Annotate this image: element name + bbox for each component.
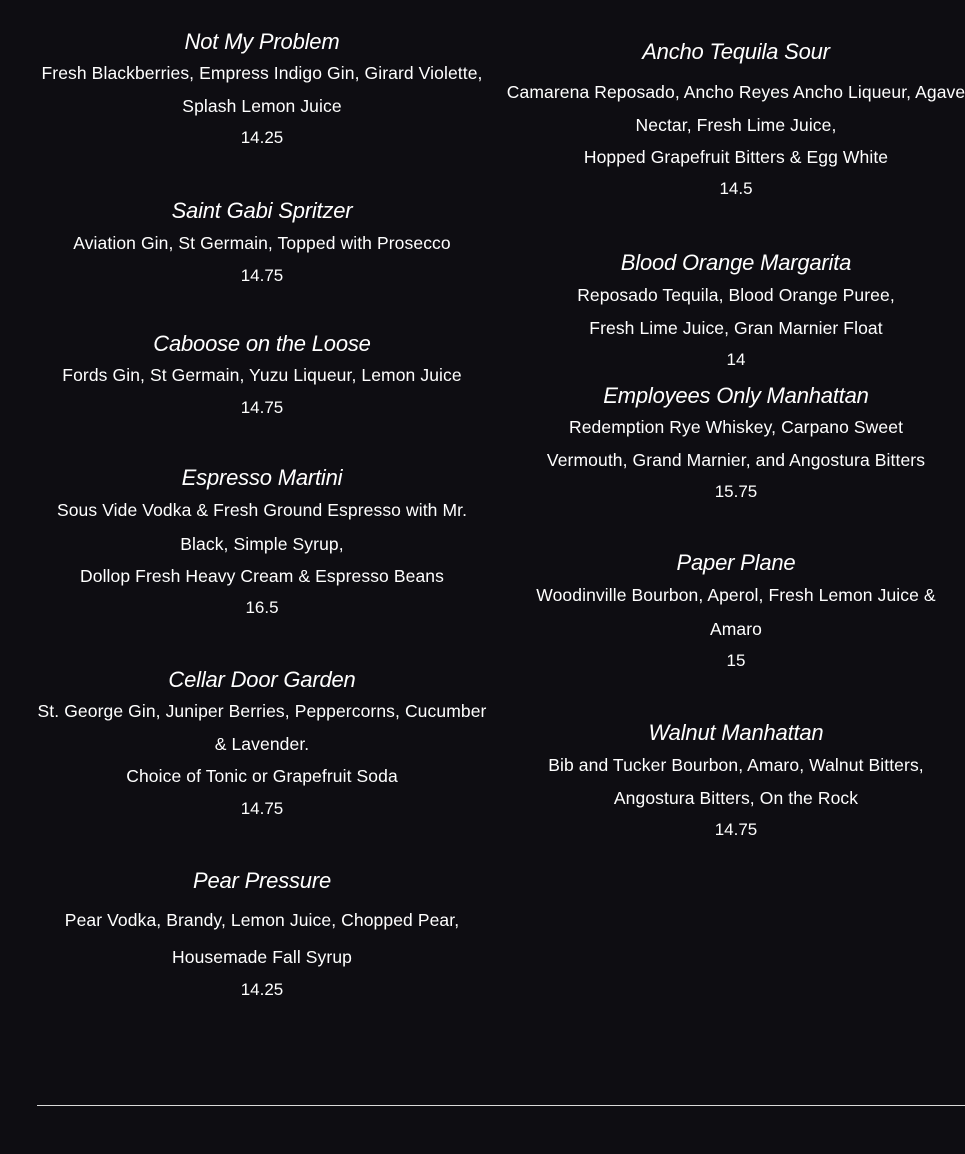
item-price: 14.25 xyxy=(240,128,284,147)
item-description-line: Fresh Blackberries, Empress Indigo Gin, Girard Violette, xyxy=(41,63,483,83)
item-description-line: Bib and Tucker Bourbon, Amaro, Walnut Bitters, xyxy=(548,755,924,775)
item-name: Paper Plane xyxy=(676,550,796,575)
item-price: 14.25 xyxy=(240,980,284,999)
item-description-line: Black, Simple Syrup, xyxy=(180,534,344,554)
item-name: Blood Orange Margarita xyxy=(620,250,852,275)
menu-item-saint-gabi-spritzer xyxy=(12,196,512,291)
menu-item-paper-plane xyxy=(486,548,965,677)
item-description-line: Amaro xyxy=(709,619,763,639)
menu-item-ancho-tequila-sour xyxy=(486,37,965,204)
menu-item-not-my-problem xyxy=(12,27,512,154)
item-name: Ancho Tequila Sour xyxy=(642,39,830,64)
item-description-line: Woodinville Bourbon, Aperol, Fresh Lemon Juice & xyxy=(536,585,936,605)
item-description-line: Dollop Fresh Heavy Cream & Espresso Beans xyxy=(80,566,444,586)
item-description-line: Fresh Lime Juice, Gran Marnier Float xyxy=(589,318,883,338)
item-description-line: Housemade Fall Syrup xyxy=(172,947,352,967)
menu-item-blood-orange-margarita xyxy=(486,248,965,376)
item-description-line: Vermouth, Grand Marnier, and Angostura Bitters xyxy=(546,450,926,470)
item-name: Cellar Door Garden xyxy=(168,667,356,692)
item-description-line: Hopped Grapefruit Bitters & Egg White xyxy=(583,147,889,167)
item-description-line: Fords Gin, St Germain, Yuzu Liqueur, Lemon Juice xyxy=(62,365,462,385)
item-price: 14.5 xyxy=(719,179,753,198)
item-description-line: Aviation Gin, St Germain, Topped with Prosecco xyxy=(73,233,451,253)
item-price: 14 xyxy=(726,350,746,369)
item-description-line: Choice of Tonic or Grapefruit Soda xyxy=(126,766,398,786)
item-description-line: & Lavender. xyxy=(214,734,310,754)
item-description-line: St. George Gin, Juniper Berries, Peppercorns, Cucumber xyxy=(37,701,487,721)
item-description-line: Nectar, Fresh Lime Juice, xyxy=(635,115,837,135)
item-price: 14.75 xyxy=(240,799,284,818)
menu-item-pear-pressure xyxy=(12,866,512,1006)
item-price: 16.5 xyxy=(245,598,279,617)
menu-item-cellar-door-garden xyxy=(12,665,512,825)
item-description-line: Reposado Tequila, Blood Orange Puree, xyxy=(577,285,895,305)
item-price: 14.75 xyxy=(240,398,284,417)
item-name: Not My Problem xyxy=(184,29,340,54)
item-name: Walnut Manhattan xyxy=(648,720,824,745)
item-description-line: Angostura Bitters, On the Rock xyxy=(613,788,859,808)
item-name: Saint Gabi Spritzer xyxy=(171,198,353,223)
item-name: Caboose on the Loose xyxy=(153,331,371,356)
item-description-line: Splash Lemon Juice xyxy=(182,96,342,116)
item-description-line: Redemption Rye Whiskey, Carpano Sweet xyxy=(568,417,904,437)
item-price: 15 xyxy=(726,651,746,670)
menu-item-walnut-manhattan xyxy=(486,718,965,846)
item-description-line: Camarena Reposado, Ancho Reyes Ancho Liqueur, Agave xyxy=(506,82,965,102)
item-price: 14.75 xyxy=(240,266,284,285)
menu-item-espresso-martini xyxy=(12,463,512,623)
item-name: Employees Only Manhattan xyxy=(603,383,869,408)
item-name: Espresso Martini xyxy=(181,465,343,490)
item-price: 14.75 xyxy=(714,820,758,839)
menu-item-employees-only-manhattan xyxy=(486,381,965,508)
item-description-line: Sous Vide Vodka & Fresh Ground Espresso with Mr. xyxy=(56,500,468,520)
menu-item-caboose-on-the-loose xyxy=(12,329,512,424)
item-price: 15.75 xyxy=(714,482,758,501)
item-description-line: Pear Vodka, Brandy, Lemon Juice, Chopped Pear, xyxy=(64,910,460,930)
footer-divider xyxy=(37,1105,965,1106)
item-name: Pear Pressure xyxy=(192,868,331,893)
